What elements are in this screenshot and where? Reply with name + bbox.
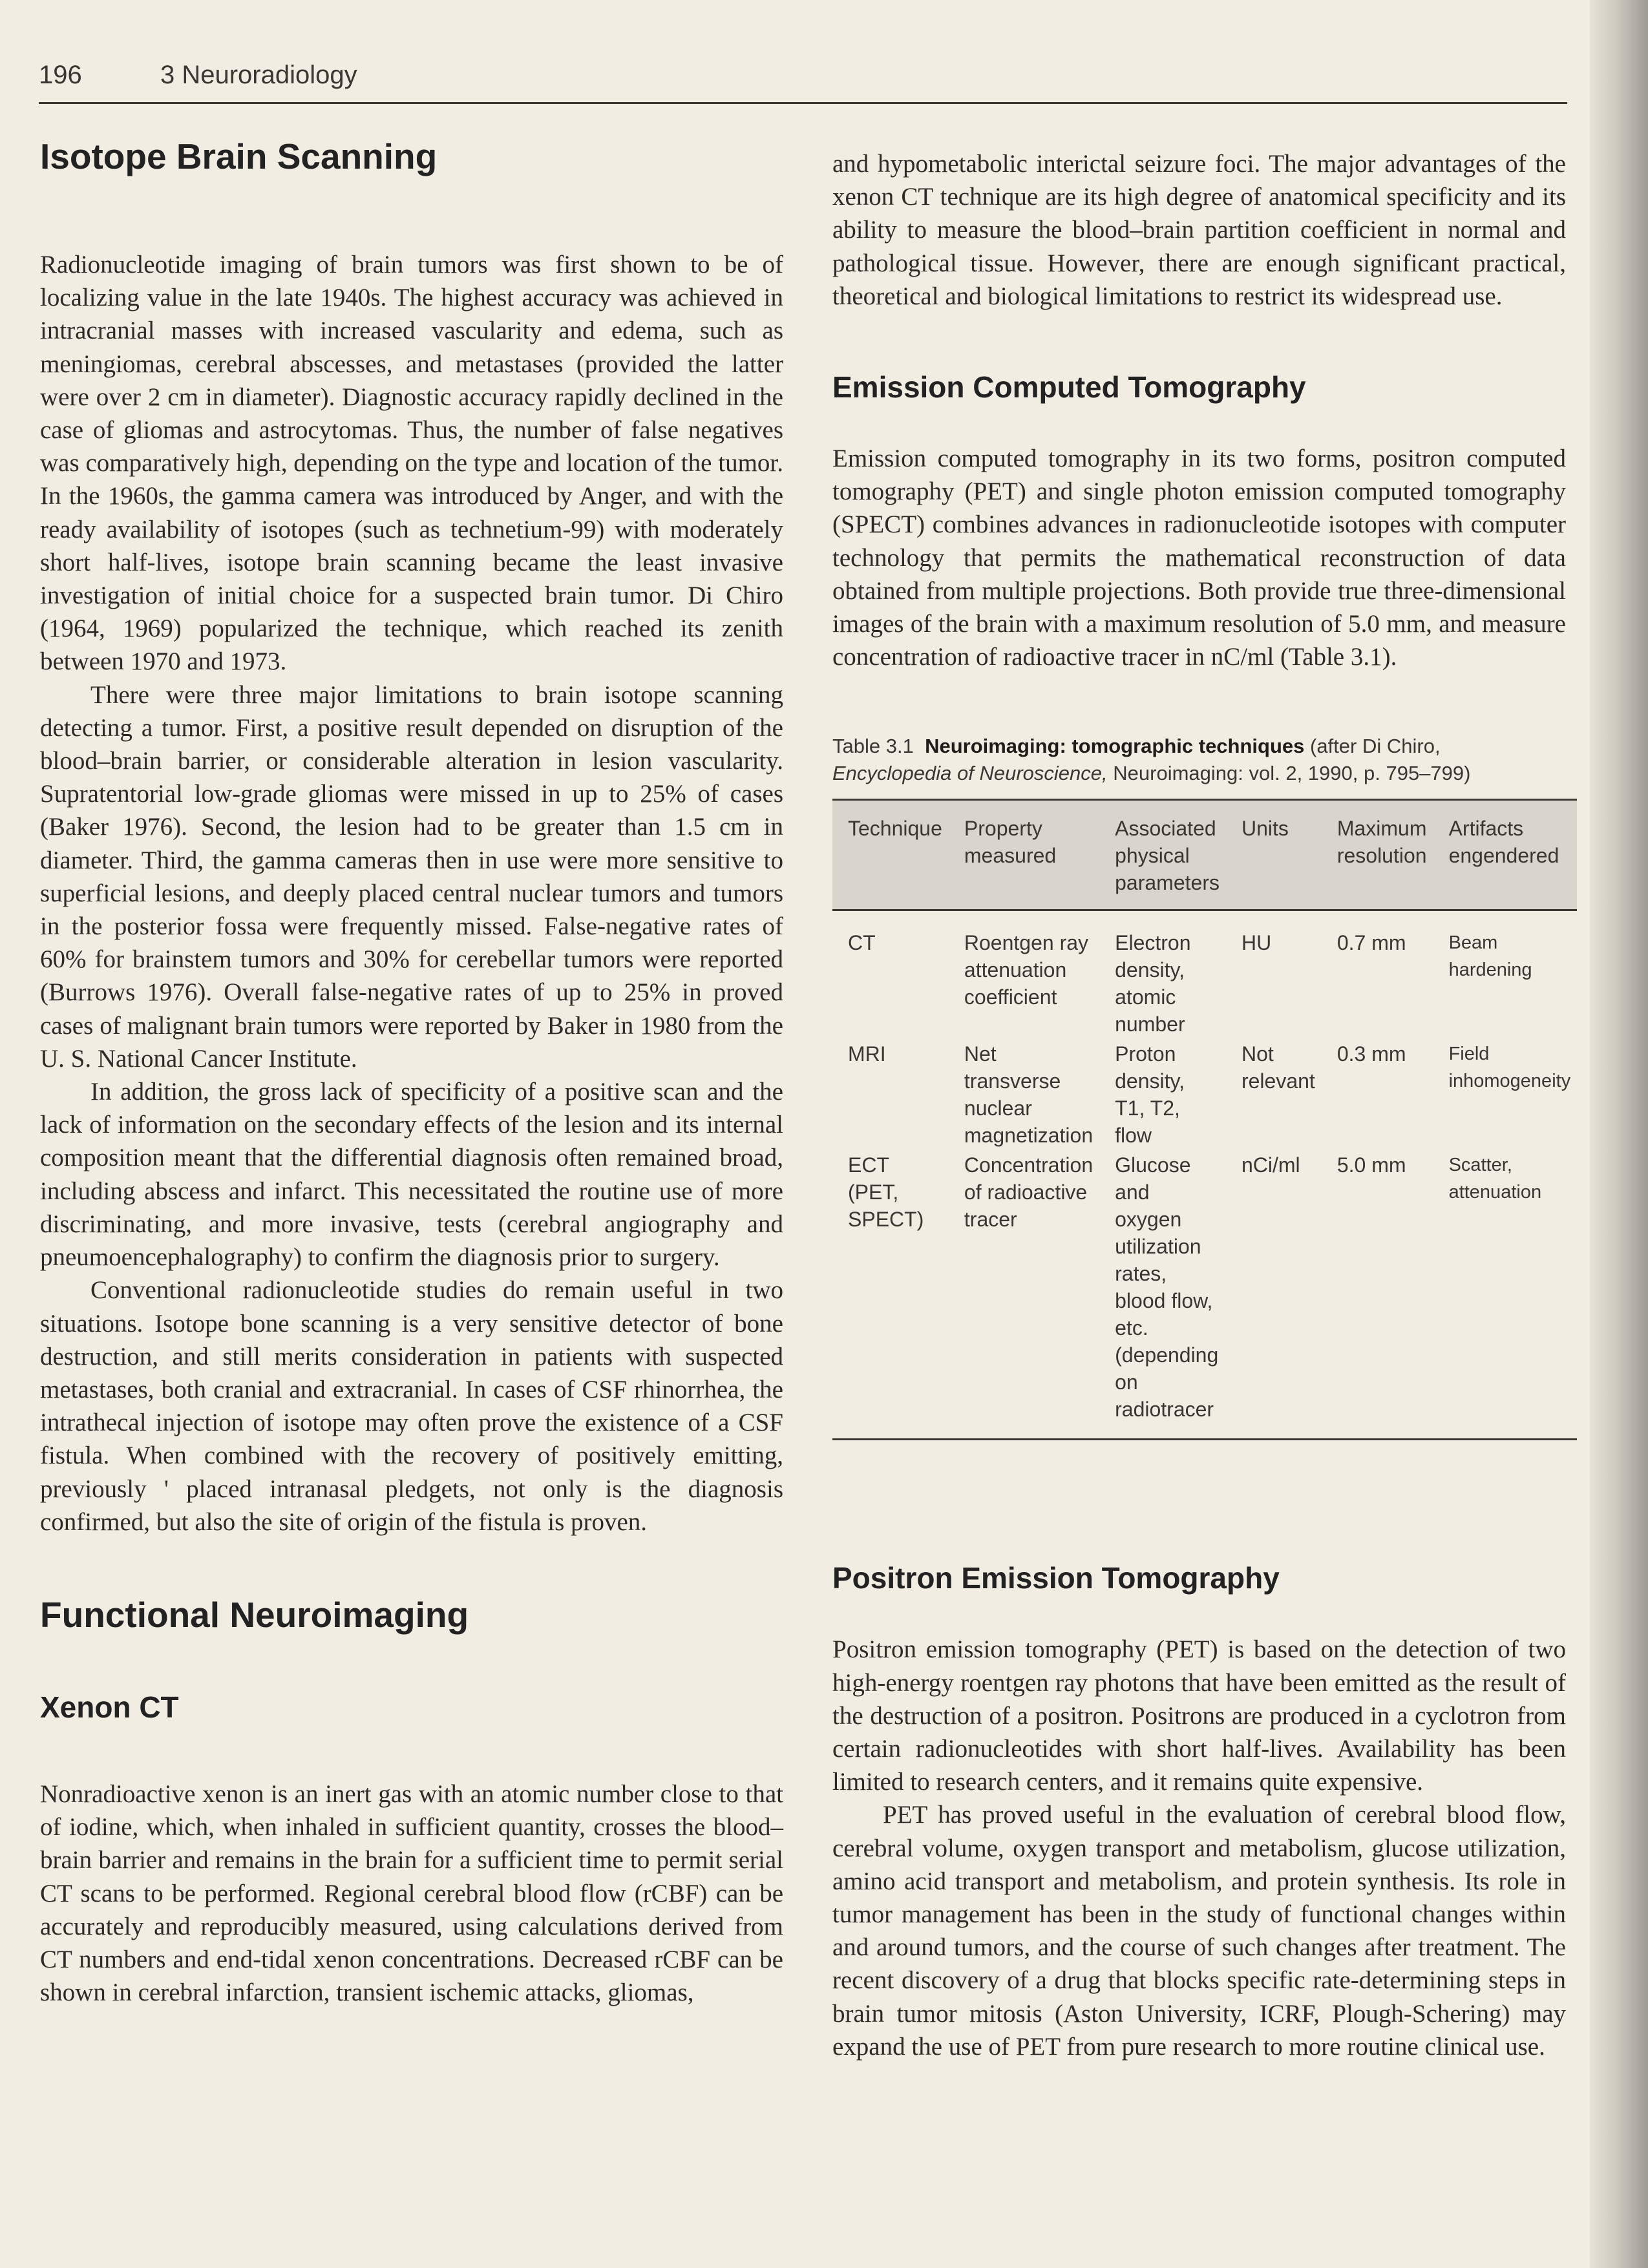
table-cell: CT [848,931,876,955]
table-row-ct [832,910,1577,1040]
table-header-cell: Associated physical parameters [1099,800,1226,910]
table-cell: Proton density, T1, T2, flow [1115,1042,1185,1148]
xenon-heading: Xenon CT [40,1690,179,1724]
table-title: Neuroimaging: tomographic techniques [925,735,1305,758]
table-row-mri [832,1039,1577,1150]
table-cell: 5.0 mm [1322,1150,1433,1440]
running-header [39,57,1567,104]
chapter-title: 3 Neuroradiology [160,61,357,89]
table-cell: Roentgen ray attenuation coefficient [964,931,1089,1009]
table-cell: Concentration of radioactive tracer [949,1150,1099,1440]
table-caption [832,733,1566,787]
table-cell: Scatter, attenuation [1433,1150,1578,1440]
isotope-paragraph-1: Radionucleotide imaging of brain tumors was first shown to be of localizing value in the late 1940s. The highest accuracy was achieved in intracranial masses with increased vascularity and edema, such as meningiomas, cerebral abscesses, and metastases (provided the latter were over 2 cm in diameter). Diagnostic accuracy rapidly declined in the case of gliomas and astrocytomas. Thus, the number of false negatives was comparatively high, depending on the type and location of the tumor. In the 1960s, the gamma camera was introduced by Anger, and with the ready availability of isotopes (such as technetium-99) with moderately short half-lives, isotope brain scanning became the least invasive investigation of initial choice for a suspected brain tumor. Di Chiro (1964, 1969) popularized the technique, which reached its zenith between 1970 and 1973. [40,251,783,676]
ect-heading: Emission Computed Tomography [832,370,1306,404]
page-binding-edge [1590,0,1648,2268]
table-row-ect [832,1150,1577,1440]
table-source-italic: Encyclopedia of Neuroscience, [832,762,1108,785]
table-source: Neuroimaging: vol. 2, 1990, p. 795–799) [1113,762,1471,785]
table-header-cell: Units [1226,800,1322,910]
neuroimaging-table [832,799,1577,1440]
table-label: Table 3.1 [832,735,914,758]
table-cell: Beam hardening [1448,932,1532,981]
isotope-heading: Isotope Brain Scanning [40,136,438,176]
table-cell: Not relevant [1241,1042,1315,1093]
isotope-paragraph-4: Conventional radionucleotide studies do remain useful in two situations. Isotope bone scanning is a very sensitive detector of bone destruction, and still merits consideration in patients with suspected metastases, both cranial and extracranial. In cases of CSF rhinorrhea, the intrathecal injection of isotope may often prove the existence of a CSF fistula. When combined with the recovery of positively emitting, previously ' placed intranasal pledgets, not only is the diagnosis confirmed, but also the site of origin of the fistula is proven. [40,1276,783,1536]
xenon-paragraph-2: and hypometabolic interictal seizure foci. The major advantages of the xenon CT technique are its high degree of anatomical specificity and its ability to measure the blood–brain partition coefficient in normal and pathological tissue. However, there are enough significant practical, theoretical and biological limitations to restrict its widespread use. [832,150,1566,310]
pet-paragraph-1: Positron emission tomography (PET) is based on the detection of two high-energy roentgen ray photons that have been emitted as the result of the destruction of a positron. Positrons are produced in a cyclotron from certain radionucleotides with short half-lives. Availability has been limited to research centers, and it remains quite expensive. [832,1635,1566,1796]
table-cell: ECT (PET, SPECT) [832,1150,949,1440]
table-cell: Field inhomogeneity [1448,1044,1571,1092]
table-cell: 0.3 mm [1336,1042,1406,1066]
table-header-cell: Maximum resolution [1322,800,1433,910]
table-cell: HU [1241,931,1272,955]
table-header-row [832,800,1577,910]
right-column [832,147,1571,2063]
table-cell: Net transverse nuclear magnetization [964,1042,1093,1148]
table-header-cell: Property measured [949,800,1099,910]
table-after: (after Di Chiro, [1310,735,1441,758]
table-cell: nCi/ml [1226,1150,1322,1440]
xenon-paragraph-1: Nonradioactive xenon is an inert gas with an atomic number close to that of iodine, which, when inhaled in sufficient quantity, crosses the blood–brain barrier and remains in the brain for a sufficient time to permit serial CT scans to be performed. Regional cerebral blood flow (rCBF) can be accurately and reproducibly measured, using calculations derived from CT numbers and end-tidal xenon concentrations. Decreased rCBF can be shown in cerebral infarction, transient ischemic attacks, gliomas, [40,1780,783,2007]
isotope-paragraph-2: There were three major limitations to brain isotope scanning detecting a tumor. First, a positive result depended on disruption of the blood–brain barrier, or considerable alteration in lesion vascularity. Supratentorial low-grade gliomas were missed in up to 25% of cases (Baker 1976). Second, the lesion had to be greater than 1.5 cm in diameter. Third, the gamma cameras then in use were more sensitive to superficial lesions, and deeply placed central nuclear tumors and tumors in the posterior fossa were frequently missed. False-negative rates of 60% for brainstem tumors and 30% for cerebellar tumors were reported (Burrows 1976). Overall false-negative rates of up to 25% in proved cases of malignant brain tumors were reported by Baker in 1980 from the U. S. National Cancer Institute. [40,680,783,1073]
page-number: 196 [39,61,82,89]
table-cell: MRI [848,1042,886,1066]
left-column [40,136,783,2009]
table-cell: 0.7 mm [1336,931,1406,955]
table-cell: Electron density, atomic number [1115,931,1191,1036]
table-cell: Glucose and oxygen utilization rates, blood flow, etc. (depending on radiotracer [1099,1150,1226,1440]
pet-paragraph-2: PET has proved useful in the evaluation of cerebral blood flow, cerebral volume, oxygen transport and metabolism, glucose utilization, amino acid transport and metabolism, and protein synthesis. Its role in tumor management has been in the study of functional changes within and around tumors, and the course of such changes after treatment. The recent discovery of a drug that blocks specific rate-determining steps in brain tumor mitosis (Aston University, ICRF, Plough-Schering) may expand the use of PET from pure research to more routine clinical use. [832,1801,1566,2061]
ect-paragraph-1: Emission computed tomography in its two forms, positron computed tomography (PET) and single photon emission computed tomography (SPECT) combines advances in radionucleotide isotopes with computer technology that permits the mathematical reconstruction of data obtained from multiple projections. Both provide true three-dimensional images of the brain with a maximum resolution of 5.0 mm, and measure concentration of radioactive tracer in nC/ml (Table 3.1). [832,445,1566,671]
isotope-paragraph-3: In addition, the gross lack of specificity of a positive scan and the lack of information on the secondary effects of the lesion and its internal composition meant that the differential diagnosis often remained broad, including abscess and infarct. This necessitated the routine use of more discriminating, and more invasive, tests (cerebral angiography and pneumoencephalography) to confirm the diagnosis prior to surgery. [40,1078,783,1272]
table-header-cell: Technique [832,800,949,910]
table-header-cell: Artifacts engendered [1433,800,1578,910]
pet-heading: Positron Emission Tomography [832,1561,1280,1595]
functional-heading: Functional Neuroimaging [40,1594,469,1635]
